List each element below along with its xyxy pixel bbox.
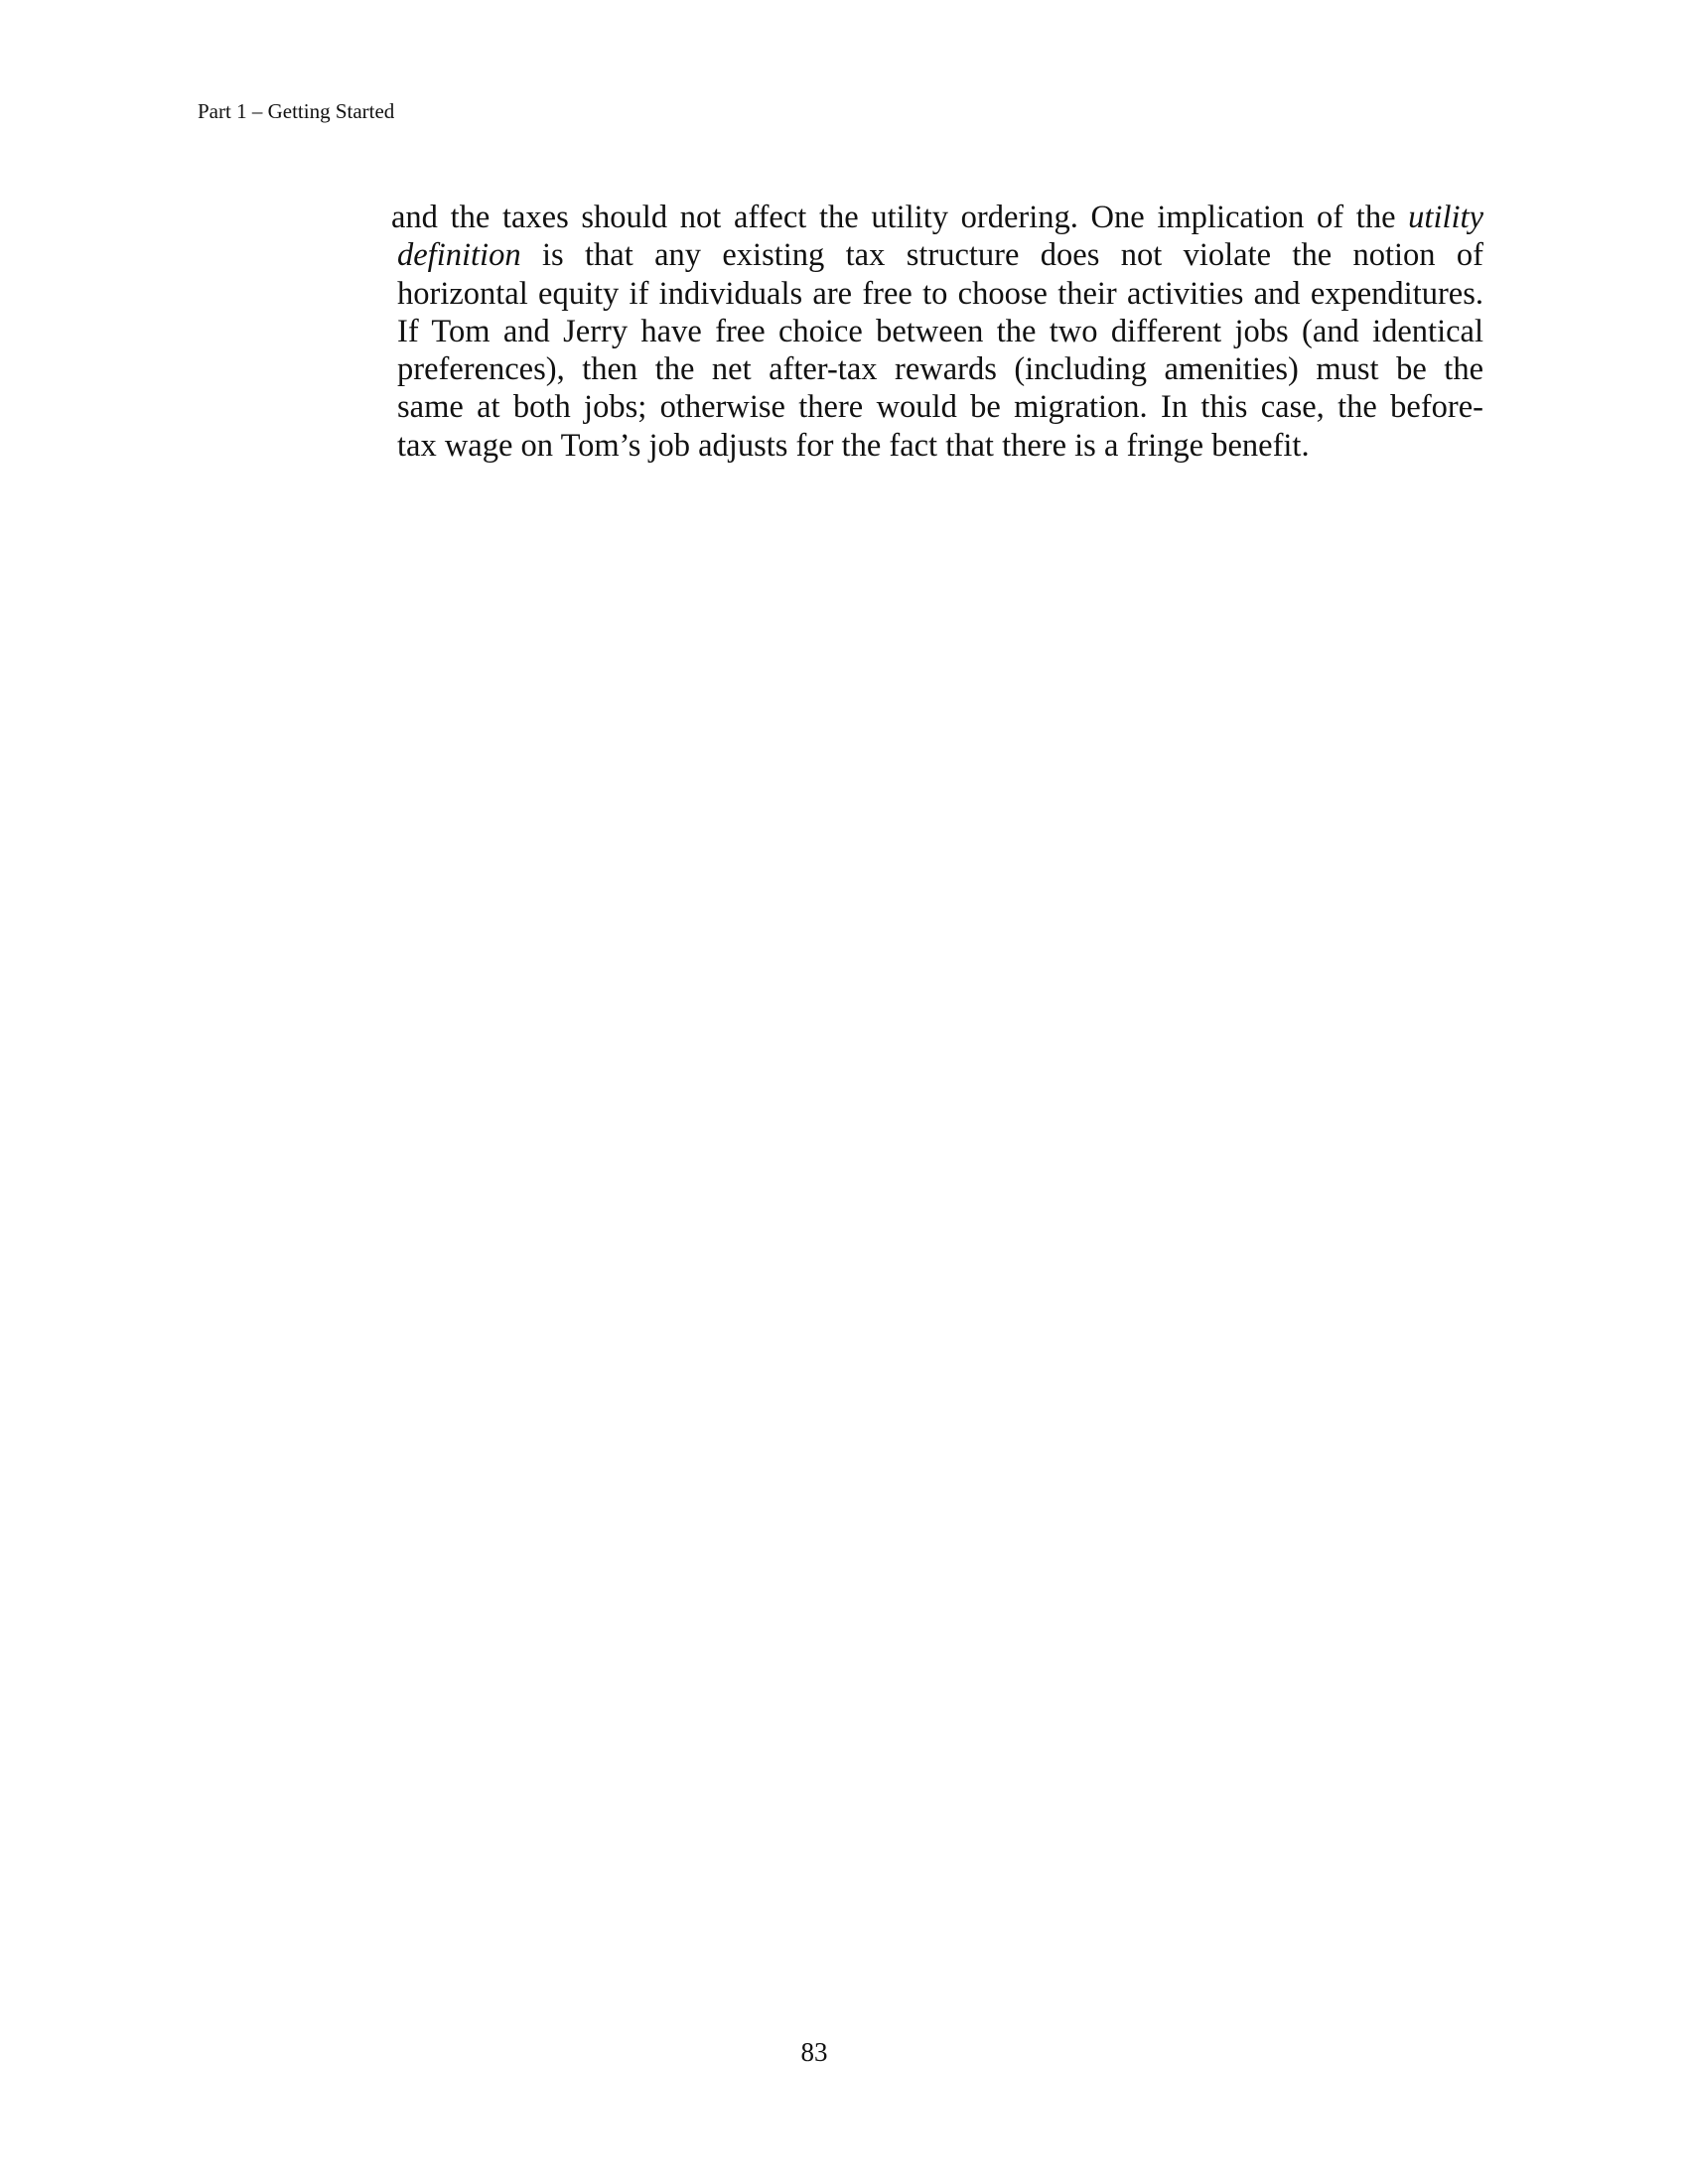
utility-term-italic: utility	[1408, 200, 1483, 235]
paragraph-line-3: horizontal equity if individuals are free to choose their activities and expenditures.	[397, 275, 1483, 312]
paragraph-line-2	[391, 236, 1483, 274]
paragraph-line-5: preferences), then the net after-tax rewards (including amenities) must be the	[397, 351, 1483, 388]
body-paragraph	[391, 199, 1483, 465]
running-header: Part 1 – Getting Started	[198, 99, 395, 123]
line-1-text: and the taxes should not affect the utility ordering. One implication of the	[391, 200, 1409, 235]
paragraph-line-1	[391, 199, 1483, 236]
definition-term-italic: definition	[397, 237, 521, 274]
paragraph-line-7: tax wage on Tom’s job adjusts for the fact that there is a fringe benefit.	[397, 427, 1310, 464]
paragraph-line-4: If Tom and Jerry have free choice between the two different jobs (and identical	[397, 313, 1483, 349]
line-2-text: is that any existing tax structure does not violate the notion of	[520, 237, 1483, 274]
page-number: 83	[800, 2037, 828, 2067]
paragraph-line-6: same at both jobs; otherwise there would be migration. In this case, the before-	[397, 389, 1483, 426]
